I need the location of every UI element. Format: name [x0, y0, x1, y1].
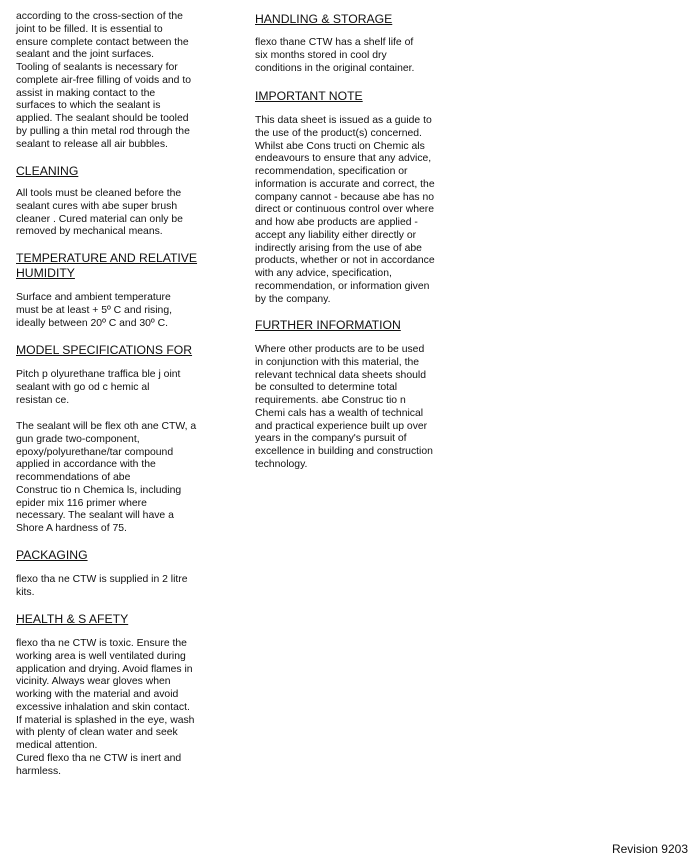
important-body-wrap [255, 115, 452, 306]
model-spec-section [16, 343, 216, 358]
temperature-body-wrap [16, 292, 216, 330]
intro-paragraph: according to the cross-section of the joint to be filled. It is essential to ensure complete contact between the sealant and the joint surfaces. Tooling of sealants is necessary for complete air-free filling of voids and to assist in making contact to the surfaces to which the sealant is applied. The sealant should be tooled by pulling a thin metal rod through the sealant to release all air bubbles. [16, 11, 191, 150]
model-spec-body1: Pitch p olyurethane traffica ble j oint sealant with go od c hemic al resistan ce. [16, 369, 181, 406]
temperature-section [16, 251, 216, 280]
cleaning-body-wrap [16, 188, 216, 239]
model-spec-heading: MODEL SPECIFICATIONS FOR [16, 343, 193, 357]
cleaning-heading: CLEANING [16, 164, 79, 178]
important-heading: IMPORTANT NOTE [255, 89, 363, 103]
packaging-body-wrap [16, 574, 216, 600]
packaging-section [16, 548, 216, 563]
health-safety-body-wrap [16, 638, 216, 778]
health-safety-body: flexo tha ne CTW is toxic. Ensure the working area is well ventilated during application and drying. Avoid flames in vicinity. Always wear gloves when working with the material and avoid excessive inhalation and skin contact. If material is splashed in the eye, wash with plenty of clean water and seek medical attention. Cured flexo tha ne CTW is inert and harmless. [16, 638, 195, 777]
health-safety-heading: HEALTH & S AFETY [16, 612, 129, 626]
model-spec-body2: The sealant will be flex oth ane CTW, a gun grade two-component, epoxy/polyurethane/tar compound applied in accordance with the recommendations of abe Construc tio n Chemica ls, including epider mix 116 primer where necessary. The sealant will have a Shore A hardness of 75. [16, 421, 197, 534]
model-spec-body2-wrap [16, 421, 216, 536]
packaging-heading: PACKAGING [16, 548, 88, 562]
model-spec-body1-wrap [16, 369, 216, 407]
intro-section [16, 11, 216, 151]
important-section [255, 89, 452, 104]
handling-body: flexo thane CTW has a shelf life of six months stored in cool dry conditions in the original container. [255, 37, 415, 74]
revision-label: Revision 9203 [611, 842, 688, 856]
temperature-heading: TEMPERATURE AND RELATIVE HUMIDITY [16, 251, 198, 280]
handling-section [255, 12, 452, 27]
health-safety-section [16, 612, 216, 627]
further-section [255, 318, 452, 333]
further-body-wrap [255, 344, 452, 472]
further-body: Where other products are to be used in conjunction with this material, the relevant technical data sheets should be consulted to determine total requirements. abe Construc tio n Chemi cals has a wealth of technical and practical experience built up over years in the company's pursuit of excellence in building and construction technology. [255, 344, 433, 470]
handling-heading: HANDLING & STORAGE [255, 12, 393, 26]
temperature-body: Surface and ambient temperature must be at least + 5º C and rising, ideally between 20º C and 30º C. [16, 292, 172, 329]
cleaning-section [16, 164, 216, 179]
further-heading: FURTHER INFORMATION [255, 318, 401, 332]
important-body: This data sheet is issued as a guide to the use of the product(s) concerned. Whilst abe Cons tructi on Chemic als endeavours to ensure that any advice, recommendation, specification or information is accurate and correct, the company cannot - because abe has no direct or continuous control over where and how abe products are applied - accept any liability either directly or indirectly arising from the use of abe products, whether or not in accordance with any advice, specification, recommendation, or information given by the company. [255, 115, 435, 305]
packaging-body: flexo tha ne CTW is supplied in 2 litre kits. [16, 574, 188, 598]
handling-body-wrap [255, 37, 452, 75]
cleaning-body: All tools must be cleaned before the sealant cures with abe super brush cleaner . Cured material can only be removed by mechanical means. [16, 188, 183, 238]
